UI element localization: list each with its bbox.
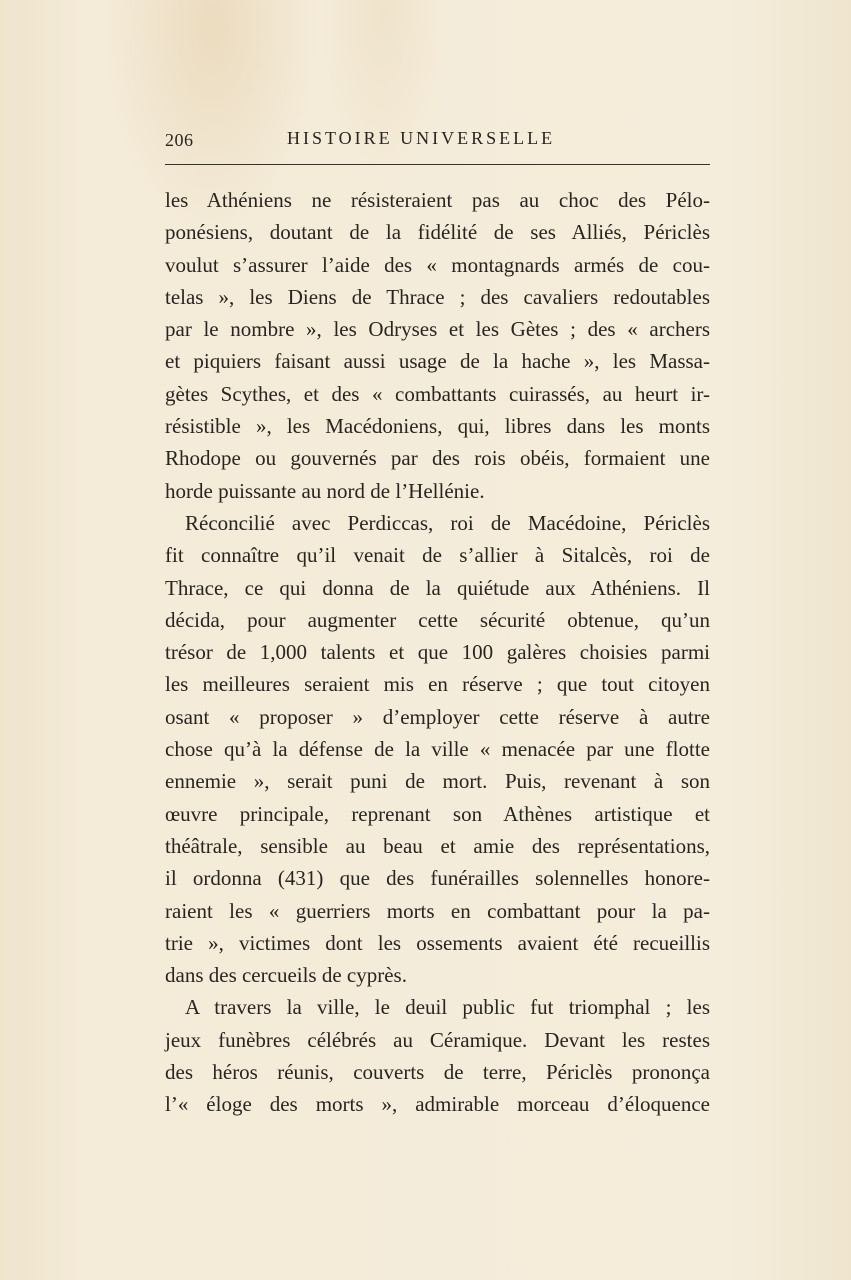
text-line: les Athéniens ne résisteraient pas au choc des Pélo- [165,188,710,212]
text-line: telas », les Diens de Thrace ; des cavaliers redoutables [165,284,710,309]
text-line: par le nombre », les Odryses et les Gètes ; des « archers [165,317,710,342]
text-line: et piquiers faisant aussi usage de la hache », les Massa- [165,349,710,374]
text-line: Thrace, ce qui donna de la quiétude aux Athéniens. Il [165,575,710,600]
text-line: des héros réunis, couverts de terre, Périclès prononça [165,1060,710,1085]
text-line: décida, pour augmenter cette sécurité obtenue, qu’un [165,607,710,632]
text-line: trésor de 1,000 talents et que 100 galères choisies parmi [165,640,710,665]
text-line: raient les « guerriers morts en combattant pour la pa- [165,898,710,923]
text-line: il ordonna (431) que des funérailles solennelles honore- [165,866,710,891]
text-line: fit connaître qu’il venait de s’allier à Sitalcès, roi de [165,543,710,568]
page-header [165,128,710,158]
text-line: les meilleures seraient mis en réserve ; que tout citoyen [165,672,710,697]
paragraph [165,507,710,991]
text-line: ennemie », serait puni de mort. Puis, revenant à son [165,769,710,794]
text-line: A travers la ville, le deuil public fut triomphal ; les [185,995,710,1020]
text-line: jeux funèbres célébrés au Céramique. Devant les restes [165,1027,710,1052]
running-title: HISTOIRE UNIVERSELLE [287,128,556,148]
text-line: œuvre principale, reprenant son Athènes artistique et [165,801,710,826]
text-line: théâtrale, sensible au beau et amie des représentations, [165,833,710,858]
text-line: Réconcilié avec Perdiccas, roi de Macédoine, Périclès [185,510,710,535]
text-line: horde puissante au nord de l’Hellénie. [165,478,485,503]
header-rule [165,164,710,165]
text-line: trie », victimes dont les ossements avaient été recueillis [165,930,710,955]
paragraph [165,184,710,507]
body-text [165,184,710,1121]
text-line: Rhodope ou gouvernés par des rois obéis, formaient une [165,446,710,471]
text-line: gètes Scythes, et des « combattants cuirassés, au heurt ir- [165,381,710,406]
text-line: l’« éloge des morts », admirable morceau d’éloquence [165,1092,710,1117]
paragraph [165,991,710,1120]
text-line: osant « proposer » d’employer cette réserve à autre [165,704,710,729]
page-number: 206 [165,130,194,150]
text-line: dans des cercueils de cyprès. [165,963,407,988]
text-line: voulut s’assurer l’aide des « montagnards armés de cou- [165,252,710,277]
text-line: ponésiens, doutant de la fidélité de ses Alliés, Périclès [165,220,710,245]
text-line: chose qu’à la défense de la ville « menacée par une flotte [165,737,710,762]
text-line: résistible », les Macédoniens, qui, libres dans les monts [165,414,710,439]
